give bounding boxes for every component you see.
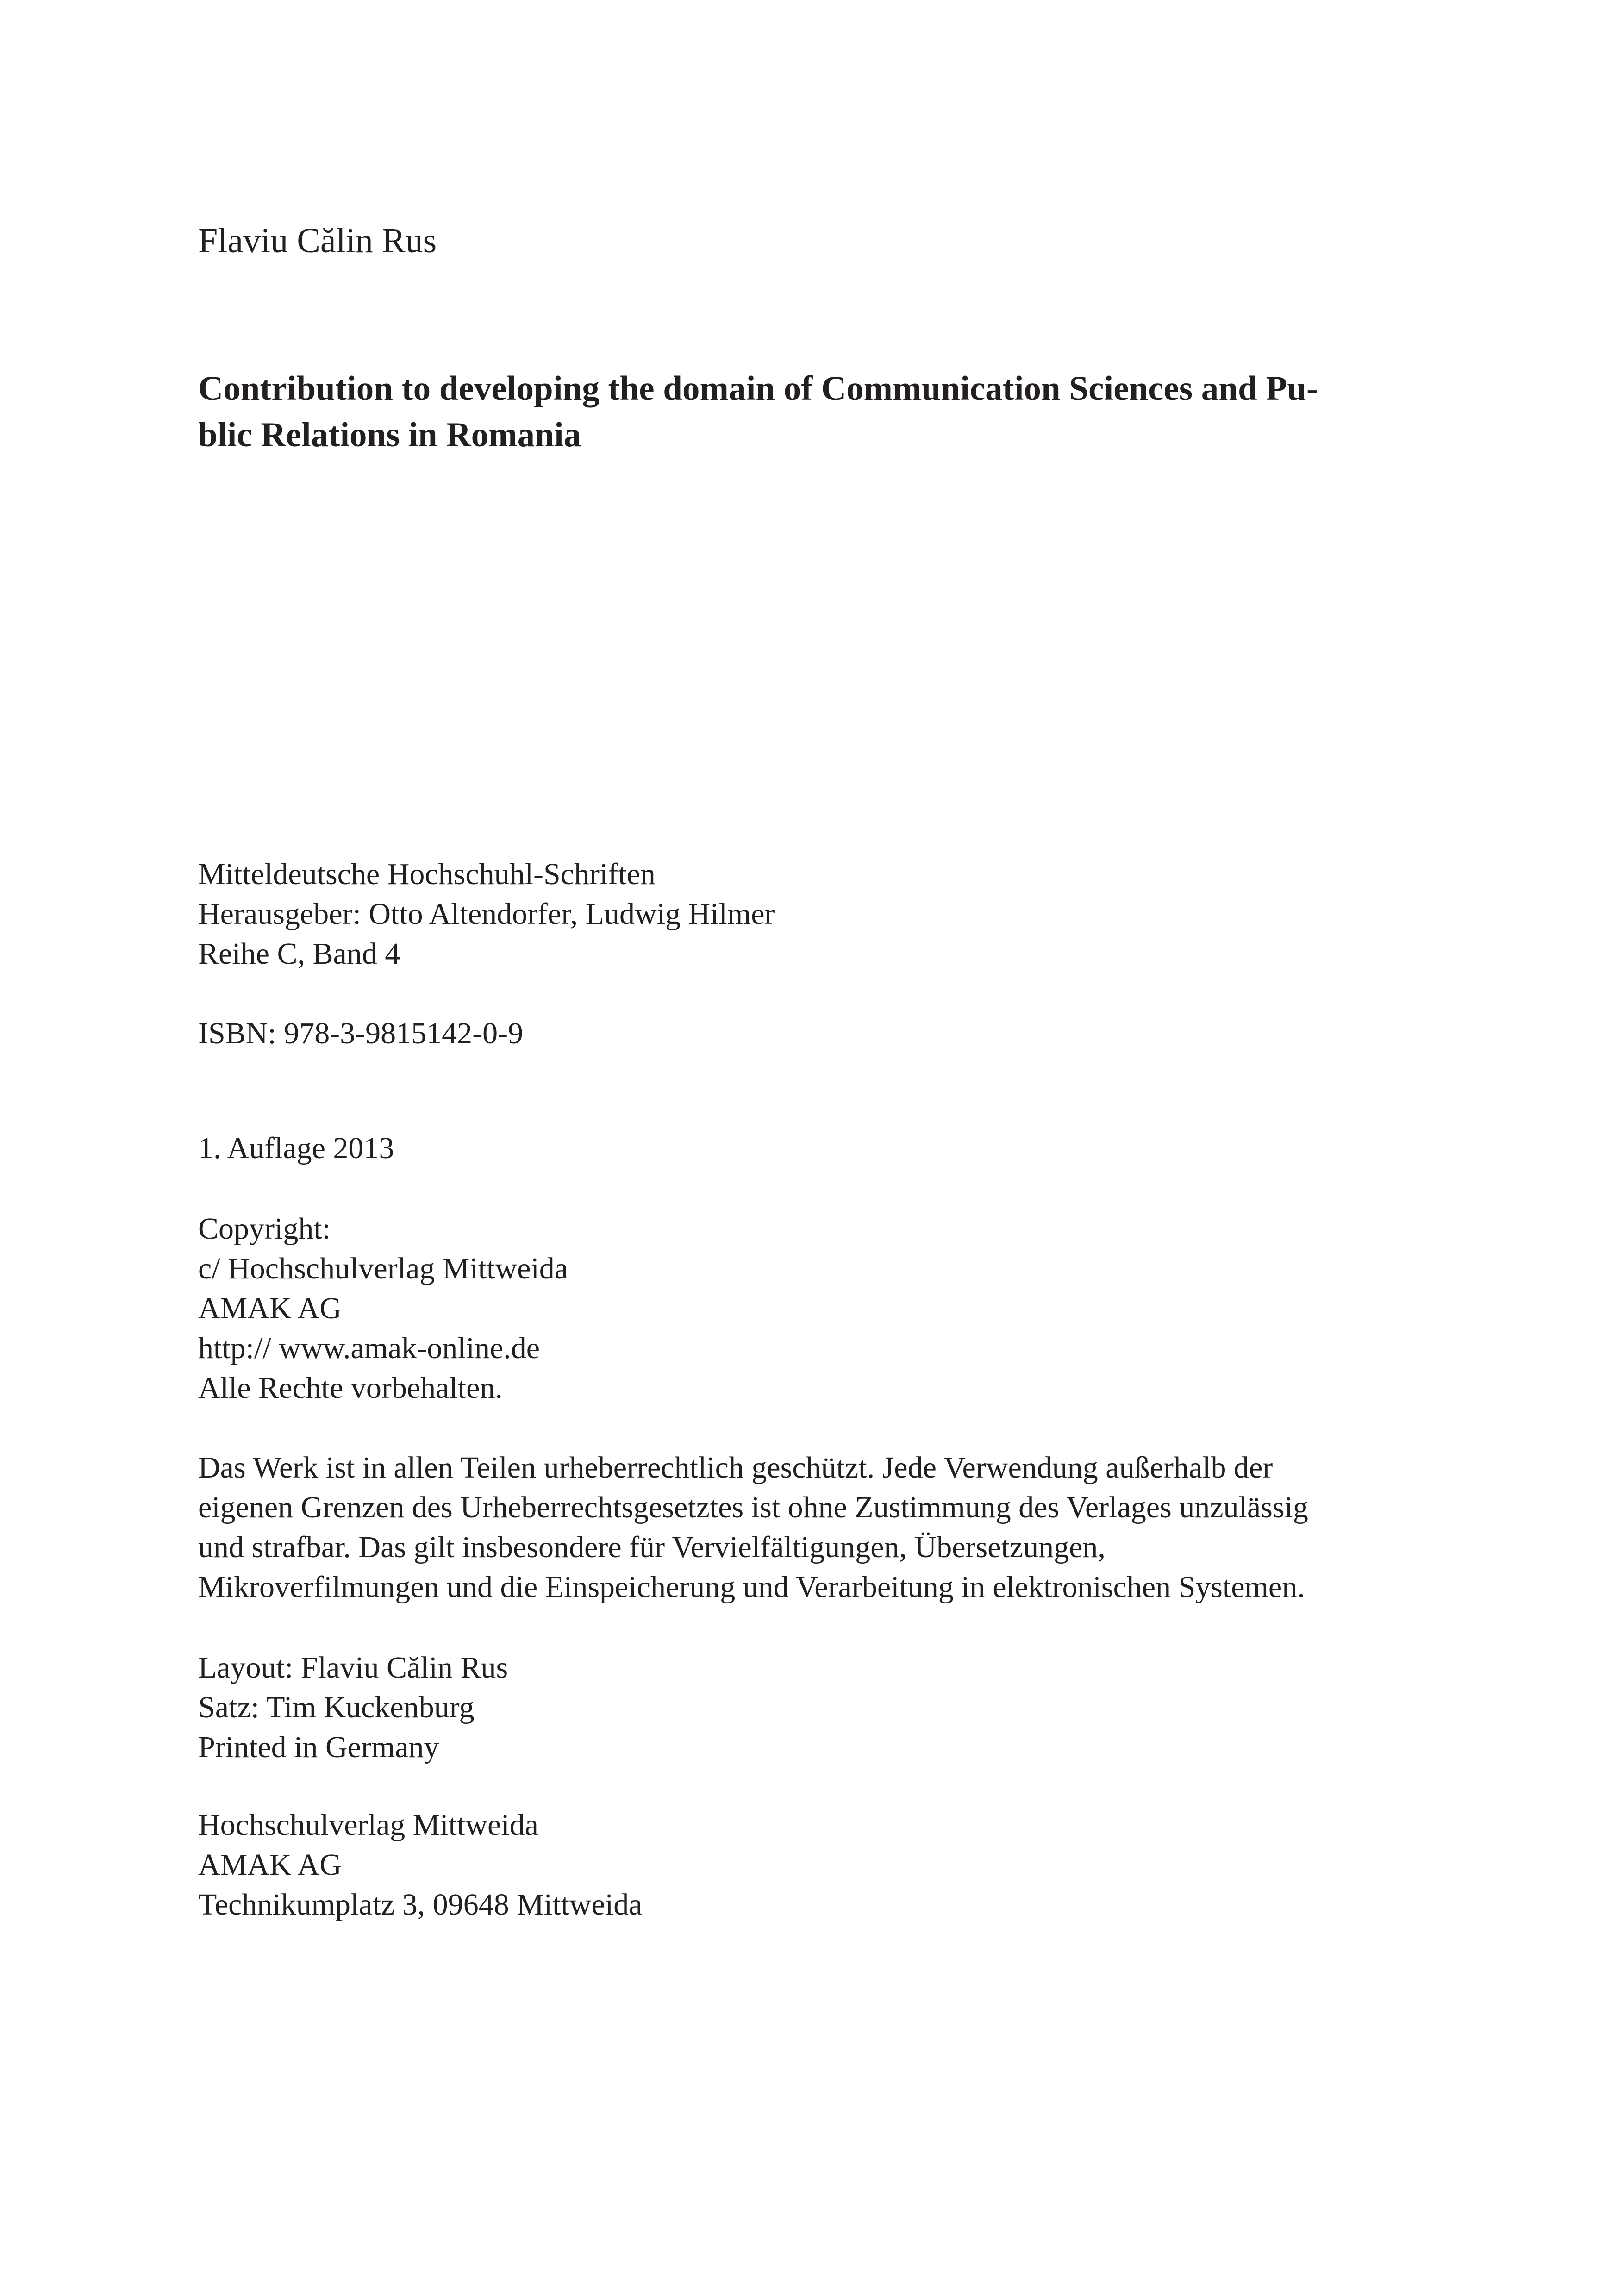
copyright-website: http:// www.amak-online.de xyxy=(198,1331,540,1365)
legal-notice-line: Das Werk ist in allen Teilen urheberrechtlich geschützt. Jede Verwendung außerhalb der xyxy=(198,1451,1273,1484)
series-info xyxy=(198,854,775,974)
legal-notice-line: Mikroverfilmungen und die Einspeicherung und Verarbeitung in elektronischen Systemen. xyxy=(198,1570,1305,1604)
book-title-line: Contribution to developing the domain of Communication Sciences and Pu- xyxy=(198,369,1318,408)
copyright-holder: c/ Hochschulverlag Mittweida xyxy=(198,1252,568,1285)
book-title xyxy=(198,366,1318,458)
copyright-company: AMAK AG xyxy=(198,1291,342,1325)
book-title-line: blic Relations in Romania xyxy=(198,416,581,454)
legal-notice xyxy=(198,1448,1308,1607)
series-name: Mitteldeutsche Hochschuhl-Schriften xyxy=(198,857,656,891)
credits-block xyxy=(198,1648,508,1767)
publisher-name: Hochschulverlag Mittweida xyxy=(198,1808,538,1842)
copyright-label: Copyright: xyxy=(198,1212,331,1246)
author-name: Flaviu Călin Rus xyxy=(198,221,437,260)
edition: 1. Auflage 2013 xyxy=(198,1131,394,1165)
series-volume: Reihe C, Band 4 xyxy=(198,937,400,971)
legal-notice-line: und strafbar. Das gilt insbesondere für Vervielfältigungen, Übersetzungen, xyxy=(198,1530,1106,1564)
legal-notice-line: eigenen Grenzen des Urheberrechtsgesetztes ist ohne Zustimmung des Verlages unzulässig xyxy=(198,1491,1308,1524)
layout-credit: Layout: Flaviu Călin Rus xyxy=(198,1651,508,1684)
series-editors: Herausgeber: Otto Altendorfer, Ludwig Hilmer xyxy=(198,897,775,931)
publisher-street: Technikumplatz 3, 09648 Mittweida xyxy=(198,1888,643,1921)
copyright-block xyxy=(198,1209,568,1408)
copyright-rights: Alle Rechte vorbehalten. xyxy=(198,1371,503,1405)
isbn: ISBN: 978-3-9815142-0-9 xyxy=(198,1017,524,1050)
printed-in: Printed in Germany xyxy=(198,1730,439,1764)
typesetting-credit: Satz: Tim Kuckenburg xyxy=(198,1690,475,1724)
publisher-address xyxy=(198,1805,643,1925)
publisher-company: AMAK AG xyxy=(198,1848,342,1882)
